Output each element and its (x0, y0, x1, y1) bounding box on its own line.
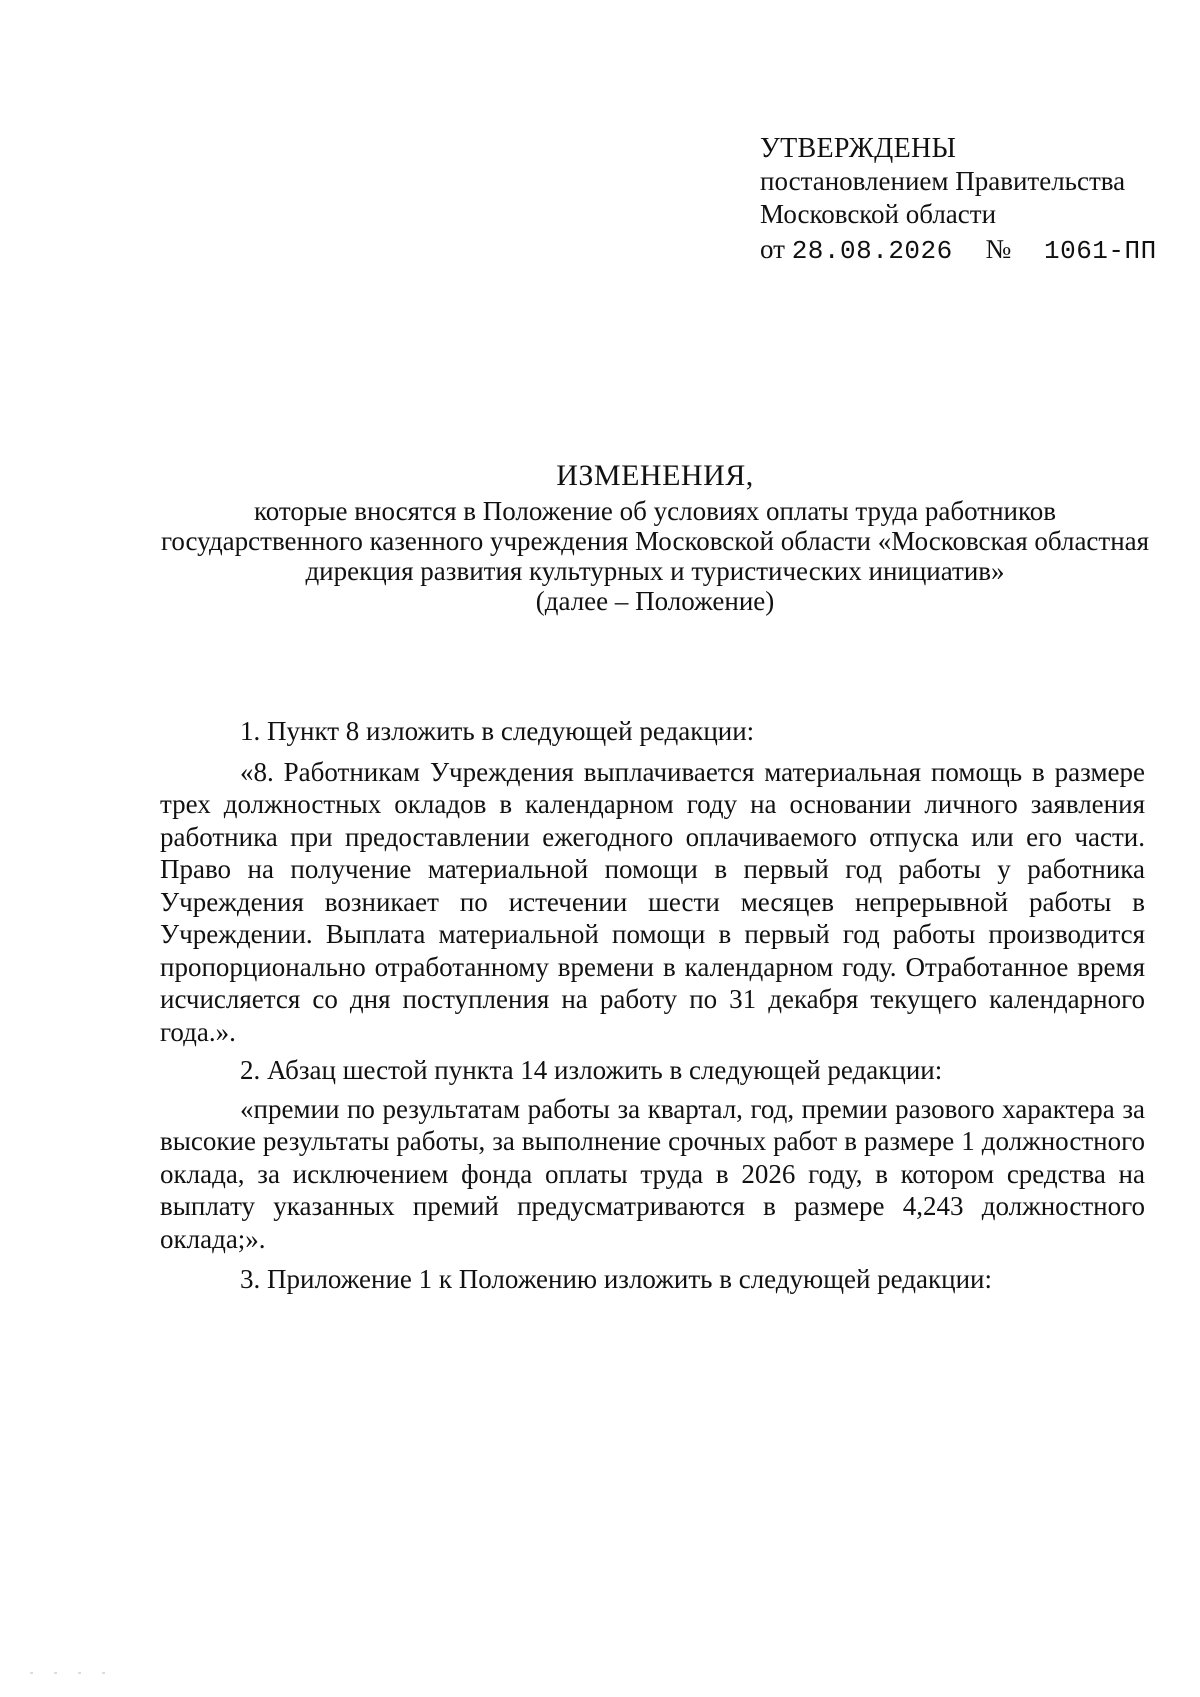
heading-title: ИЗМЕНЕНИЯ, (556, 459, 754, 492)
approval-date: 28.08.2026 (791, 236, 953, 266)
document-body (160, 715, 1145, 1296)
approval-block (760, 132, 1180, 268)
paragraph-item-2: 2. Абзац шестой пункта 14 изложить в следующей редакции: (240, 1055, 943, 1085)
paragraph-quote-bonus: «премии по результатам работы за квартал, год, премии разового характера за высокие результаты работы, за выполнение срочных работ в размере 1 должностного оклада, за исключением фонда оплаты труда в 2026 году, в котором средства на выплату указанных премий предусматриваются в размере 4,243 должностного оклада;». (160, 1093, 1145, 1254)
approval-number-sign: № (985, 234, 1012, 264)
approval-line-1: постановлением Правительства (760, 166, 1126, 196)
approval-from-label: от (760, 234, 785, 264)
document-heading (160, 458, 1150, 616)
paragraph-item-1: 1. Пункт 8 изложить в следующей редакции: (240, 716, 755, 746)
approval-reference (760, 233, 1180, 268)
heading-subtitle: которые вносятся в Положение об условиях оплаты труда работников государственного казенного учреждения Московской области «Московская областная дирекция развития культурных и туристических инициатив» (160, 496, 1150, 586)
paragraph-quote-8: «8. Работникам Учреждения выплачивается материальная помощь в размере трех должностных окладов в календарном году на основании личного заявления работника при предоставлении ежегодного оплачиваемого отпуска или его части. Право на получение материальной помощи в первый год работы у работника Учреждения возникает по истечении шести месяцев непрерывной работы в Учреждении. Выплата материальной помощи в первый год работы производится пропорционально отработанному времени в календарном году. Отработанное время исчисляется со дня поступления на работу по 31 декабря текущего календарного года.». (160, 756, 1145, 1047)
approval-title: УТВЕРЖДЕНЫ (760, 133, 957, 164)
heading-note: (далее – Положение) (535, 586, 775, 616)
approval-number: 1061-ПП (1044, 236, 1157, 266)
scan-artifact (30, 1672, 120, 1674)
approval-line-2: Московской области (760, 199, 997, 229)
paragraph-item-3: 3. Приложение 1 к Положению изложить в следующей редакции: (240, 1264, 992, 1294)
